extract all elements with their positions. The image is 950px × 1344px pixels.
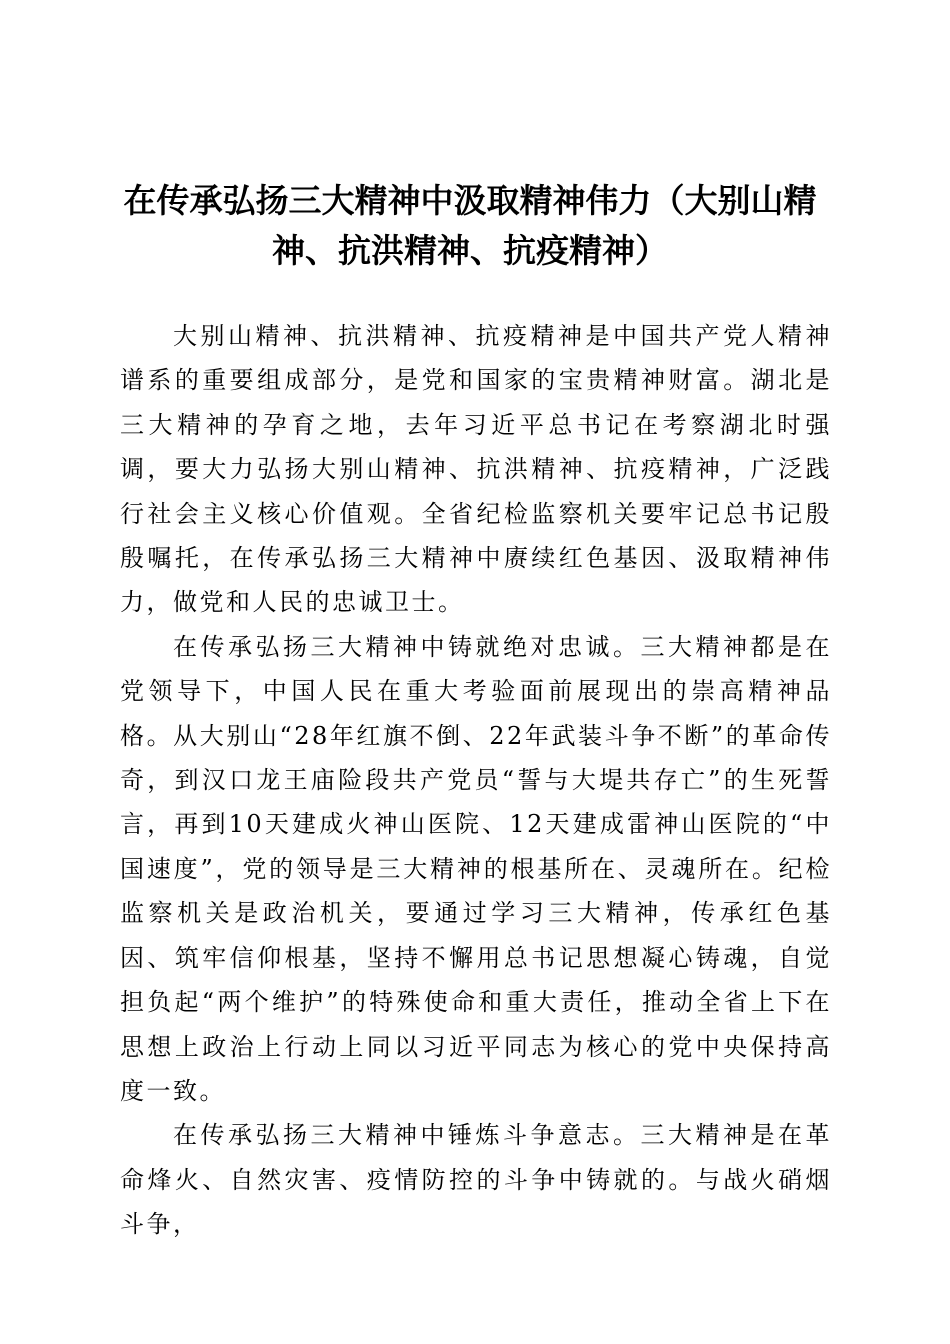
paragraph-loyalty: 在传承弘扬三大精神中铸就绝对忠诚。三大精神都是在党领导下，中国人民在重大考验面前展现出的崇高精神品格。从大别山“28年红旗不倒、22年武装斗争不断”的革命传奇，到汉口龙王庙险段共产党员“誓与大堤共存亡”的生死誓言，再到10天建成火神山医院、12天建成雷神山医院的“中国速度”，党的领导是三大精神的根基所在、灵魂所在。纪检监察机关是政治机关，要通过学习三大精神，传承红色基因、筑牢信仰根基，坚持不懈用总书记思想凝心铸魂，自觉担负起“两个维护”的特殊使命和重大责任，推动全省上下在思想上政治上行动上同以习近平同志为核心的党中央保持高度一致。 [120, 632, 832, 1105]
document-body [120, 314, 832, 1247]
document-title: 在传承弘扬三大精神中汲取精神伟力（大别山精神、抗洪精神、抗疫精神） [123, 181, 817, 270]
paragraph-struggle: 在传承弘扬三大精神中锤炼斗争意志。三大精神是在革命烽火、自然灾害、疫情防控的斗争中铸就的。与战火硝烟斗争， [120, 1121, 832, 1239]
paragraph-intro: 大别山精神、抗洪精神、抗疫精神是中国共产党人精神谱系的重要组成部分，是党和国家的宝贵精神财富。湖北是三大精神的孕育之地，去年习近平总书记在考察湖北时强调，要大力弘扬大别山精神、抗洪精神、抗疫精神，广泛践行社会主义核心价值观。全省纪检监察机关要牢记总书记殷殷嘱托，在传承弘扬三大精神中赓续红色基因、汲取精神伟力，做党和人民的忠诚卫士。 [120, 322, 832, 617]
